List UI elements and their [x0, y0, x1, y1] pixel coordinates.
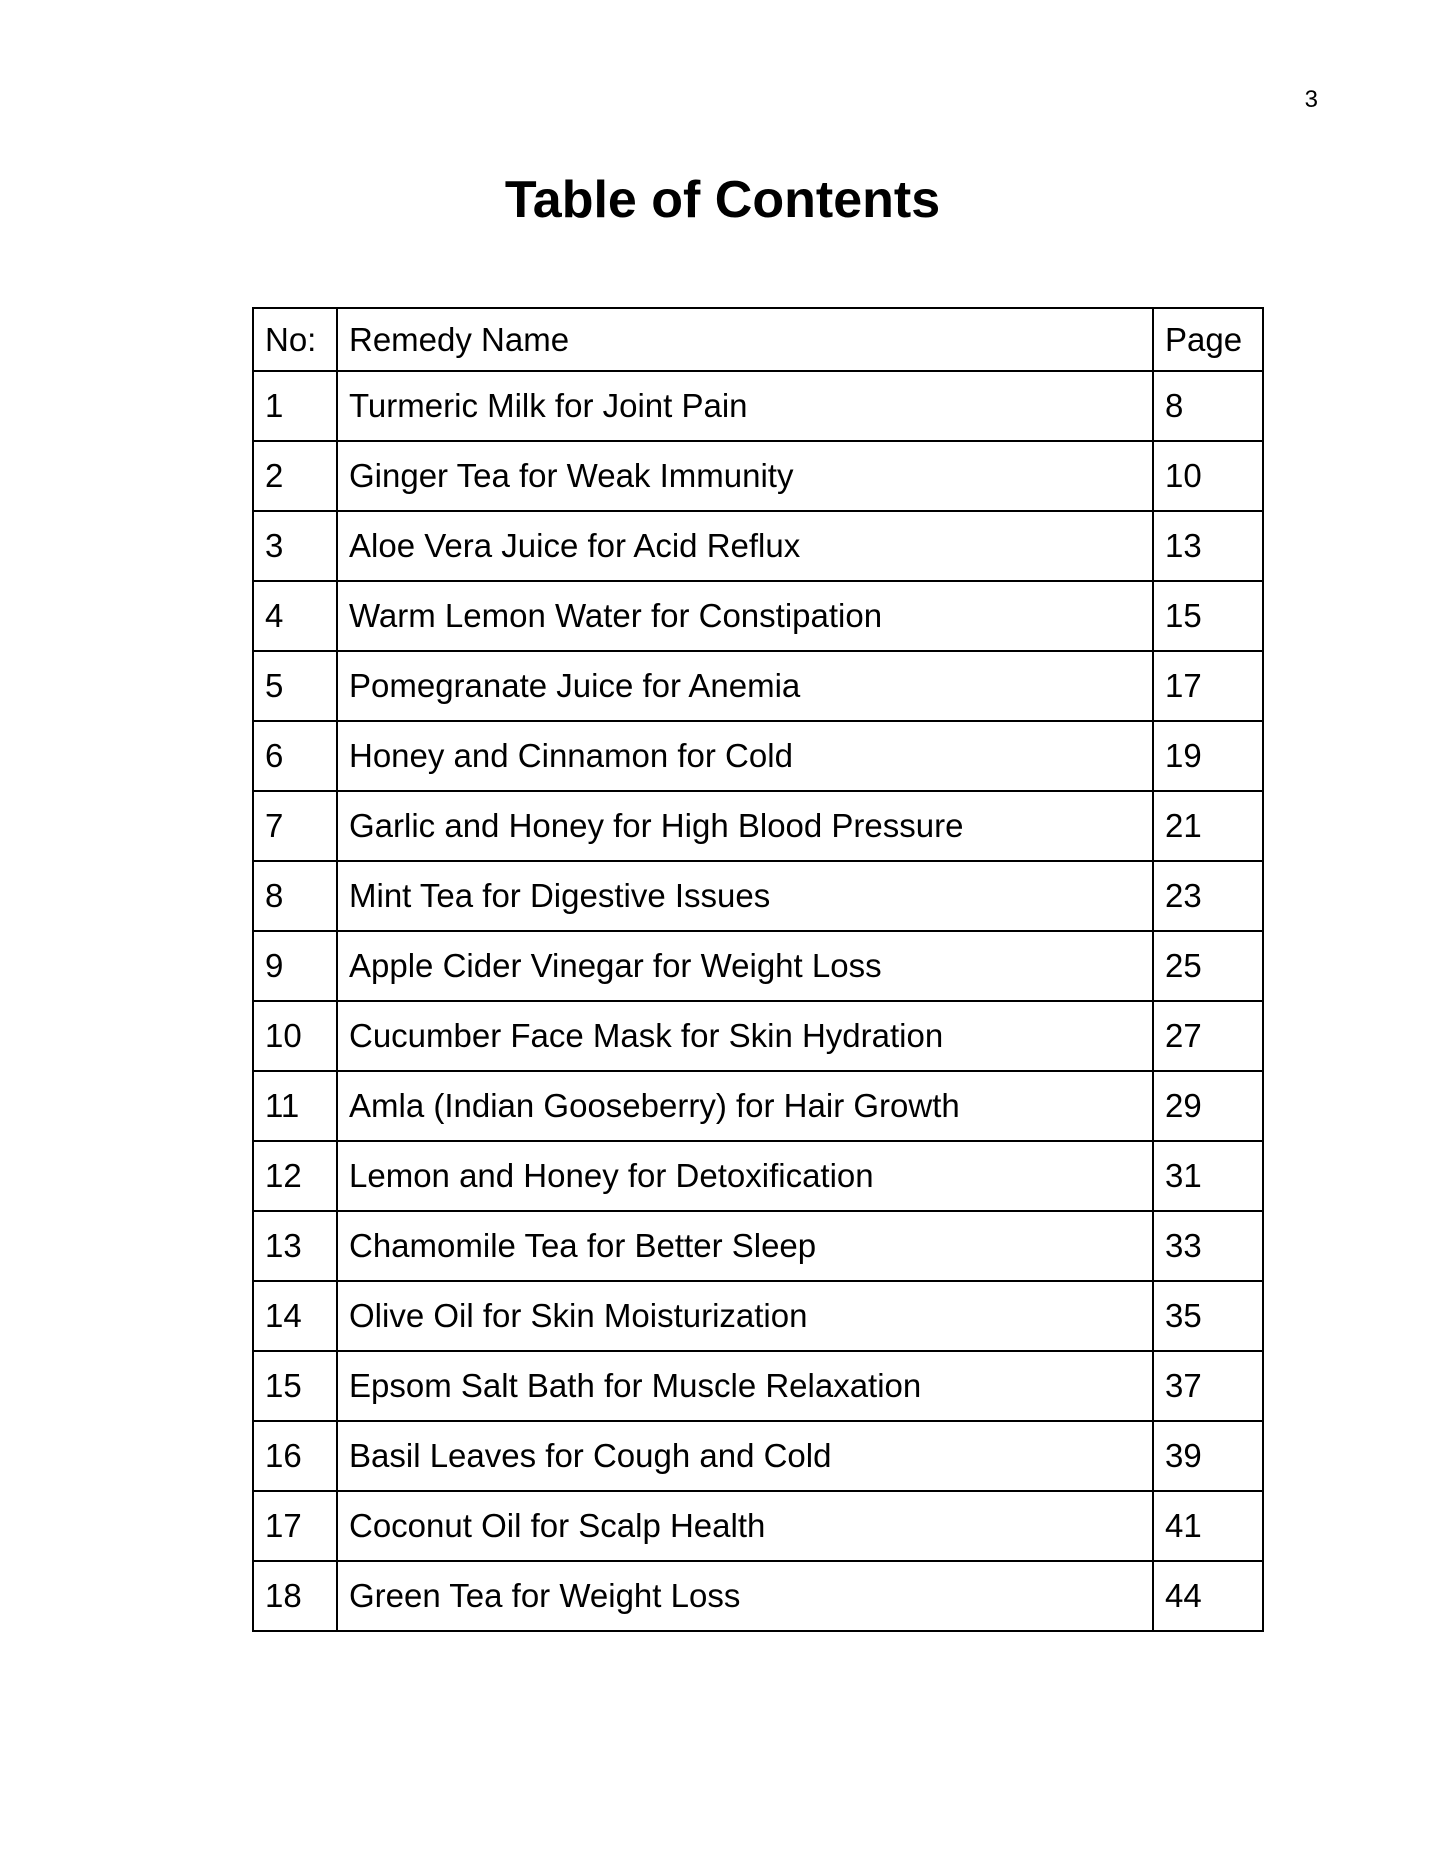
row-number: 6	[253, 721, 337, 791]
remedy-name: Pomegranate Juice for Anemia	[337, 651, 1153, 721]
header-no: No:	[253, 308, 337, 371]
remedy-name: Basil Leaves for Cough and Cold	[337, 1421, 1153, 1491]
table-row	[253, 791, 1263, 861]
remedy-name: Coconut Oil for Scalp Health	[337, 1491, 1153, 1561]
table-row	[253, 371, 1263, 441]
page-ref: 35	[1153, 1281, 1263, 1351]
table-row	[253, 721, 1263, 791]
page-ref: 8	[1153, 371, 1263, 441]
row-number: 4	[253, 581, 337, 651]
row-number: 1	[253, 371, 337, 441]
row-number: 3	[253, 511, 337, 581]
table-row	[253, 1141, 1263, 1211]
page-ref: 15	[1153, 581, 1263, 651]
remedy-name: Amla (Indian Gooseberry) for Hair Growth	[337, 1071, 1153, 1141]
row-number: 2	[253, 441, 337, 511]
table-row	[253, 441, 1263, 511]
page-ref: 33	[1153, 1211, 1263, 1281]
table-row	[253, 1071, 1263, 1141]
toc-table	[252, 307, 1264, 1632]
table-row	[253, 1001, 1263, 1071]
remedy-name: Lemon and Honey for Detoxification	[337, 1141, 1153, 1211]
table-row	[253, 1281, 1263, 1351]
row-number: 10	[253, 1001, 337, 1071]
row-number: 13	[253, 1211, 337, 1281]
table-row	[253, 861, 1263, 931]
remedy-name: Chamomile Tea for Better Sleep	[337, 1211, 1153, 1281]
page-ref: 31	[1153, 1141, 1263, 1211]
table-row	[253, 581, 1263, 651]
page-ref: 21	[1153, 791, 1263, 861]
page-ref: 25	[1153, 931, 1263, 1001]
page-ref: 27	[1153, 1001, 1263, 1071]
row-number: 12	[253, 1141, 337, 1211]
page-ref: 29	[1153, 1071, 1263, 1141]
remedy-name: Warm Lemon Water for Constipation	[337, 581, 1153, 651]
page-ref: 19	[1153, 721, 1263, 791]
page-number: 3	[1304, 86, 1318, 113]
table-row	[253, 1491, 1263, 1561]
page-title: Table of Contents	[504, 171, 941, 229]
row-number: 16	[253, 1421, 337, 1491]
row-number: 8	[253, 861, 337, 931]
row-number: 14	[253, 1281, 337, 1351]
page-ref: 10	[1153, 441, 1263, 511]
remedy-name: Olive Oil for Skin Moisturization	[337, 1281, 1153, 1351]
table-row	[253, 511, 1263, 581]
remedy-name: Turmeric Milk for Joint Pain	[337, 371, 1153, 441]
remedy-name: Apple Cider Vinegar for Weight Loss	[337, 931, 1153, 1001]
remedy-name: Honey and Cinnamon for Cold	[337, 721, 1153, 791]
remedy-name: Aloe Vera Juice for Acid Reflux	[337, 511, 1153, 581]
toc-body	[253, 371, 1263, 1631]
table-row	[253, 1351, 1263, 1421]
row-number: 11	[253, 1071, 337, 1141]
row-number: 5	[253, 651, 337, 721]
row-number: 18	[253, 1561, 337, 1631]
page-ref: 44	[1153, 1561, 1263, 1631]
row-number: 9	[253, 931, 337, 1001]
remedy-name: Epsom Salt Bath for Muscle Relaxation	[337, 1351, 1153, 1421]
header-remedy-name: Remedy Name	[337, 308, 1153, 371]
page-ref: 39	[1153, 1421, 1263, 1491]
remedy-name: Cucumber Face Mask for Skin Hydration	[337, 1001, 1153, 1071]
table-row	[253, 1211, 1263, 1281]
row-number: 15	[253, 1351, 337, 1421]
row-number: 7	[253, 791, 337, 861]
remedy-name: Green Tea for Weight Loss	[337, 1561, 1153, 1631]
table-row	[253, 1421, 1263, 1491]
table-row	[253, 1561, 1263, 1631]
remedy-name: Mint Tea for Digestive Issues	[337, 861, 1153, 931]
page-ref: 41	[1153, 1491, 1263, 1561]
table-row	[253, 931, 1263, 1001]
table-row	[253, 651, 1263, 721]
toc-header-row	[253, 308, 1263, 371]
remedy-name: Garlic and Honey for High Blood Pressure	[337, 791, 1153, 861]
header-page: Page	[1153, 308, 1263, 371]
page-ref: 23	[1153, 861, 1263, 931]
page-ref: 13	[1153, 511, 1263, 581]
remedy-name: Ginger Tea for Weak Immunity	[337, 441, 1153, 511]
row-number: 17	[253, 1491, 337, 1561]
page-ref: 17	[1153, 651, 1263, 721]
page-ref: 37	[1153, 1351, 1263, 1421]
